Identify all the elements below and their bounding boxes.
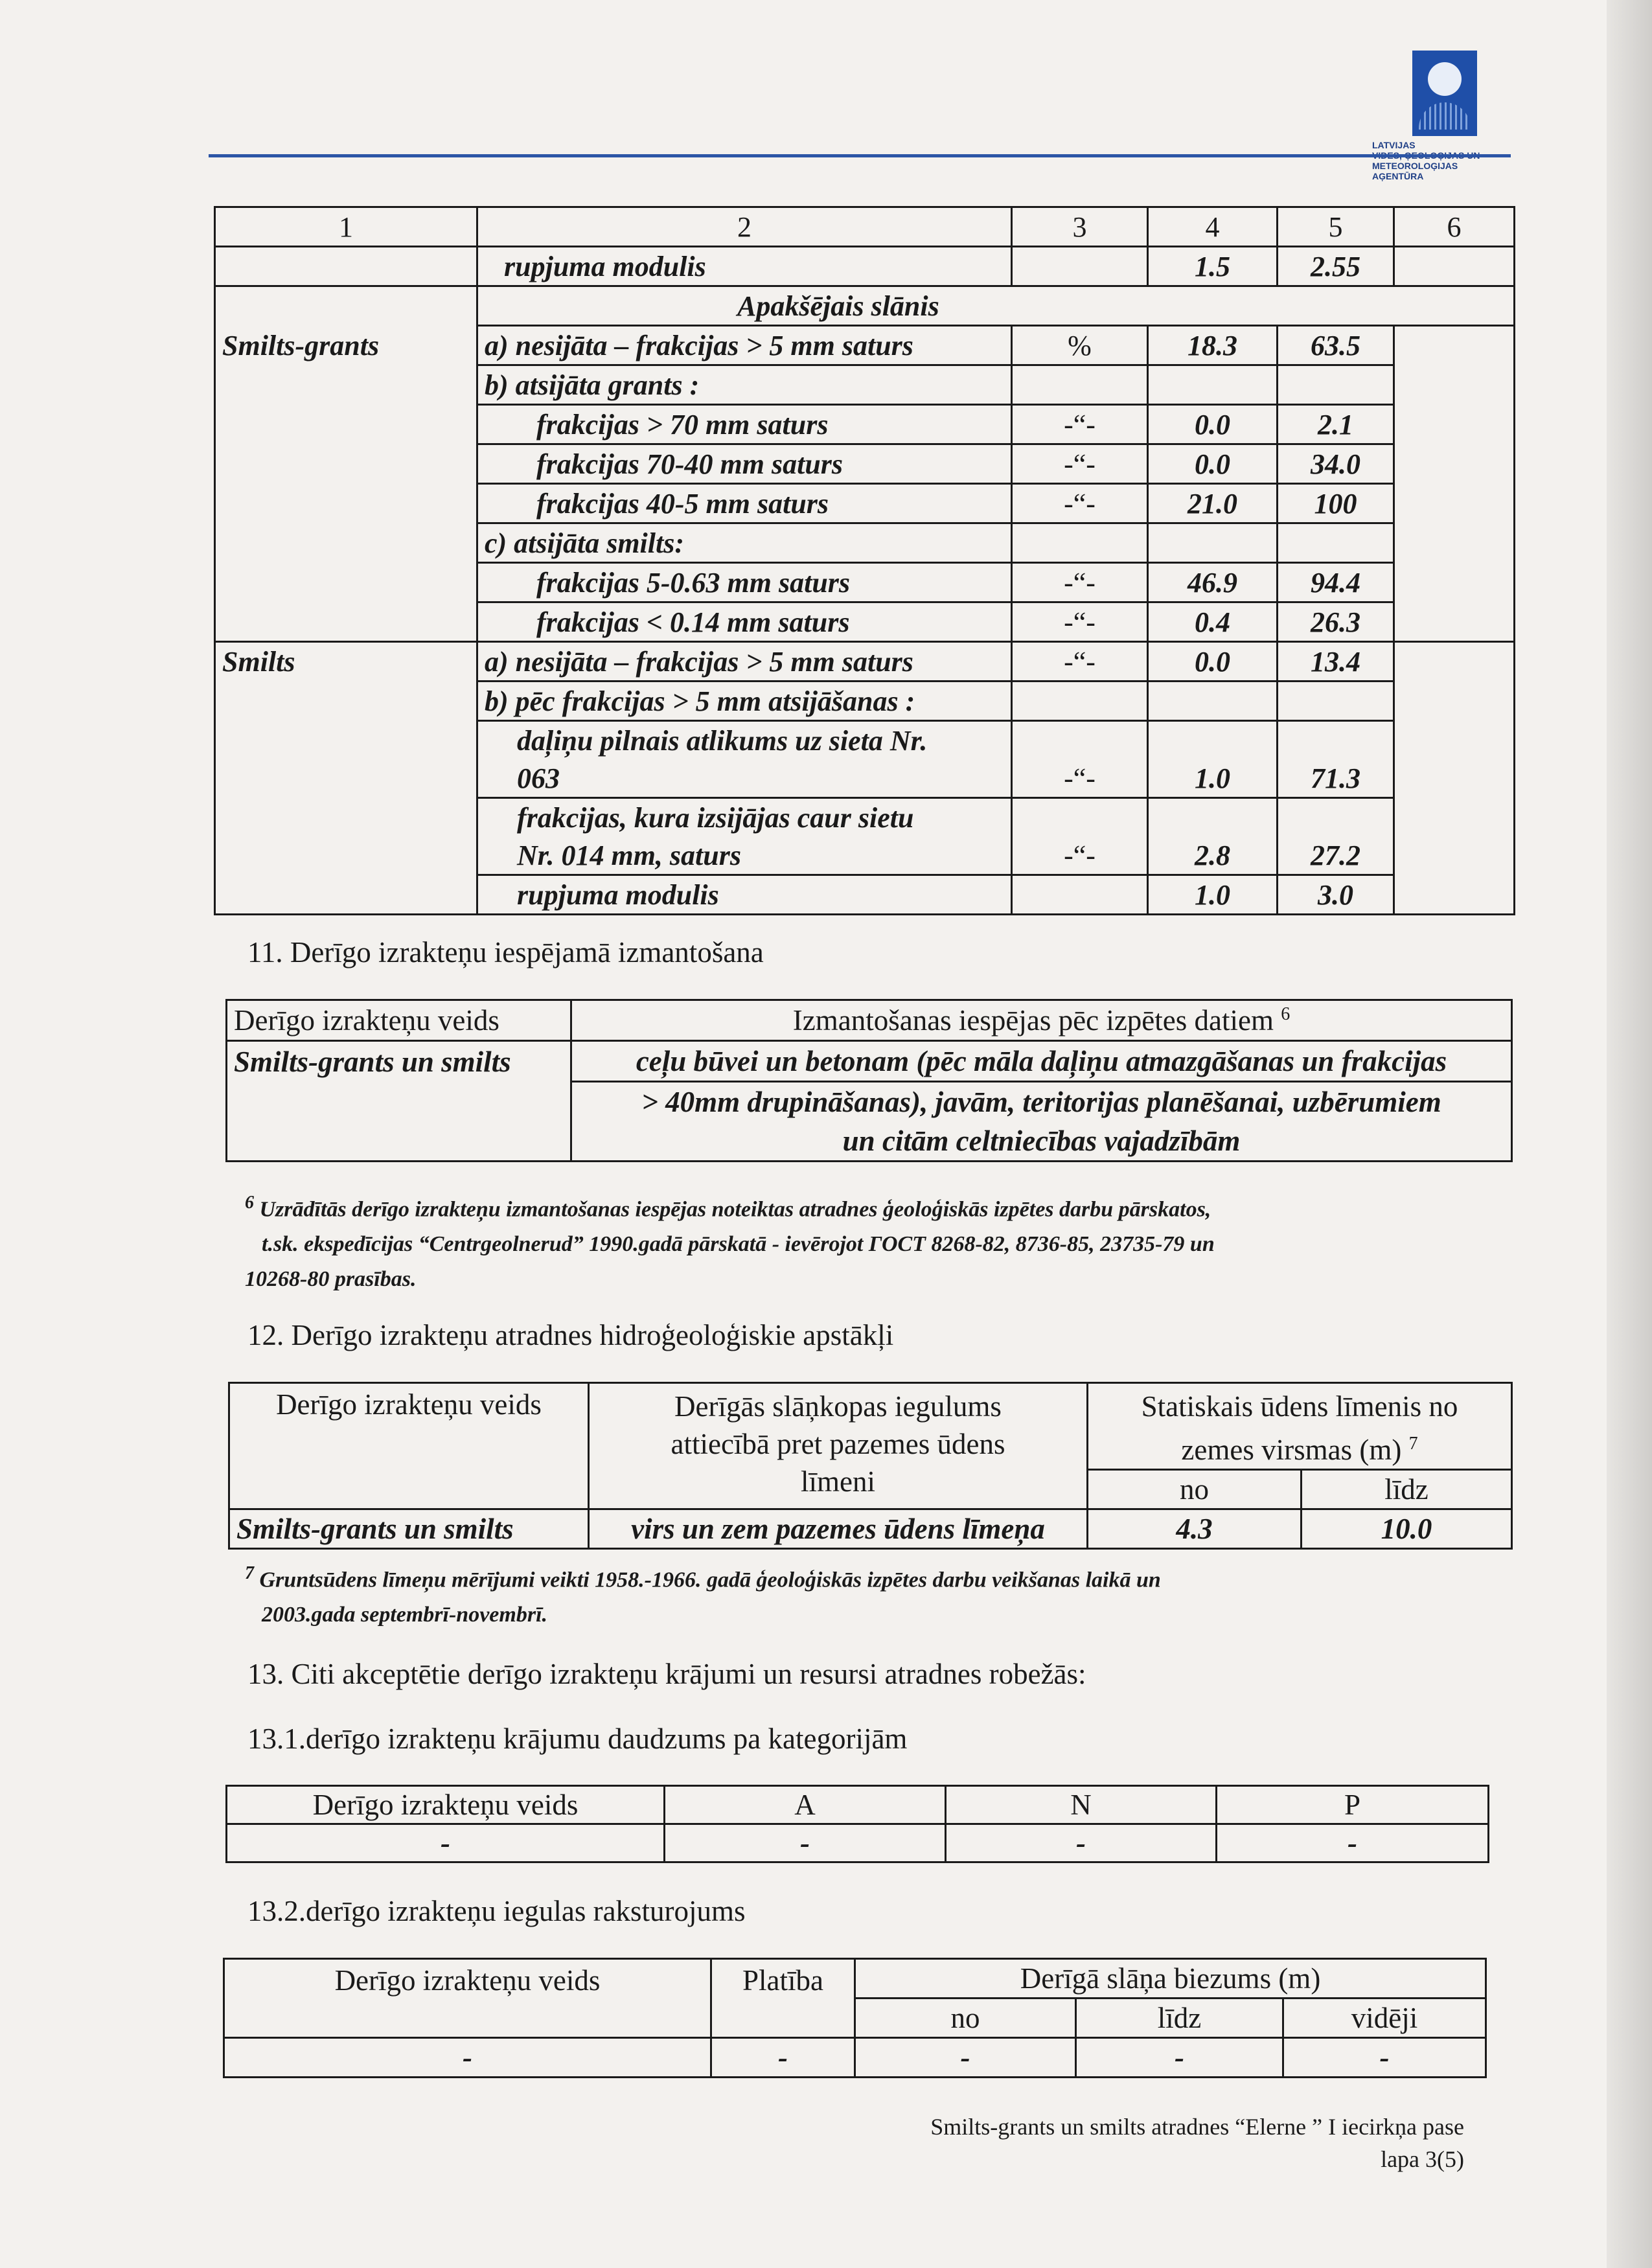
section-13-1-heading: 13.1.derīgo izrakteņu krājumu daudzums pa kategorijām (247, 1723, 908, 1755)
section-11-heading: 11. Derīgo izrakteņu iespējamā izmantošana (247, 936, 764, 968)
table-row: Smilts a) nesijāta – frakcijas > 5 mm saturs -“- 0.0 13.4 (215, 642, 1515, 682)
footnote-7: $^7$ Gruntsūdens līmeņu mērījumi veikti 1958.-1966. gadā ģeoloģiskās izpētes darbu veikšanas laikā un 2003.gada septembrī-novembrī. (245, 1563, 1161, 1627)
usage-table (225, 999, 1513, 1162)
table-row: Nr. 014 mm, saturs -“- 2.8 27.2 (215, 836, 1515, 875)
table-header-row: Derīgo izrakteņu veids Derīgās slāņkopas iegulums attiecībā pret pazemes ūdens līmeni Statiskais ūdens līmenis no zemes virsmas (m) $^7$ (229, 1383, 1512, 1470)
table-row: frakcijas 70-40 mm saturs -“- 0.0 34.0 (215, 444, 1515, 484)
logo-emblem-icon (1412, 51, 1477, 136)
table-row: un citām celtniecības vajadzībām (227, 1121, 1512, 1162)
table-row: Smilts-grants a) nesijāta – frakcijas > 5 mm saturs % 18.3 63.5 (215, 326, 1515, 365)
table-row: Smilts-grants un smilts ceļu būvei un betonam (pēc māla daļiņu atmazgāšanas un frakcijas (227, 1041, 1512, 1082)
table-row: > 40mm drupināšanas), javām, teritorijas planēšanai, uzbērumiem (227, 1082, 1512, 1122)
page-edge (1607, 0, 1652, 2268)
table-row: frakcijas < 0.14 mm saturs -“- 0.4 26.3 (215, 602, 1515, 642)
table-row: frakcijas, kura izsijājas caur sietu (215, 798, 1515, 837)
section-12-heading: 12. Derīgo izrakteņu atradnes hidroģeoloģiskie apstākļi (247, 1319, 894, 1351)
table-row: daļiņu pilnais atlikums uz sieta Nr. (215, 721, 1515, 760)
table-row: rupjuma modulis 1.5 2.55 (215, 247, 1515, 286)
section-13-2-heading: 13.2.derīgo izrakteņu iegulas raksturojums (247, 1895, 746, 1927)
table-row: Smilts-grants un smilts virs un zem pazemes ūdens līmeņa 4.3 10.0 (229, 1509, 1512, 1549)
table-subheader-row: no līdz vidēji (224, 1999, 1486, 2038)
table-header-row: 1 2 3 4 5 6 (215, 207, 1515, 247)
logo-text: LATVIJAS METEOROLOĢIJAS AĢENTŪRA (1372, 140, 1458, 181)
agency-logo (1372, 51, 1495, 181)
table-row: frakcijas 5-0.63 mm saturs -“- 46.9 94.4 (215, 563, 1515, 602)
deposit-characteristics-table (223, 1958, 1487, 2078)
table-row: frakcijas 40-5 mm saturs -“- 21.0 100 (215, 484, 1515, 523)
table-header-row: Derīgo izrakteņu veids Platība Derīgā slāņa biezums (m) (224, 1959, 1486, 1999)
table-row: b) pēc frakcijas > 5 mm atsijāšanas : (215, 682, 1515, 721)
table-row: b) atsijāta grants : (215, 365, 1515, 405)
table-row: 063 -“- 1.0 71.3 (215, 759, 1515, 798)
table-header-row: Derīgo izrakteņu veids Izmantošanas iespējas pēc izpētes datiem $^6$ (227, 1000, 1512, 1041)
reserves-table (225, 1785, 1489, 1863)
section-13-heading: 13. Citi akceptētie derīgo izrakteņu krājumi un resursi atradnes robežās: (247, 1658, 1086, 1690)
footnote-6: $^6$ Uzrādītās derīgo izrakteņu izmantošanas iespējas noteiktas atradnes ģeoloģiskās izpētes darbu pārskatos, t.sk. ekspedīcijas “Centrgeolnerud” 1990.gadā pārskatā - ievērojot ГОСТ 8268-82, 8736-85, 23735-79 un 10268-80 prasības. (245, 1193, 1215, 1292)
section-row: Apakšējais slānis (215, 286, 1515, 326)
table-subheader-row: no līdz (229, 1470, 1512, 1509)
header-rule (209, 154, 1511, 157)
page-footer: Smilts-grants un smilts atradnes “Elerne ” I iecirkņa pase lapa 3(5) (930, 2114, 1464, 2172)
table-row: c) atsijāta smilts: (215, 523, 1515, 563)
table-row: rupjuma modulis 1.0 3.0 (215, 875, 1515, 915)
table-header-row: Derīgo izrakteņu veids A N P (227, 1786, 1489, 1824)
hydrogeology-table (228, 1382, 1513, 1550)
grain-composition-table (214, 206, 1515, 915)
table-row: frakcijas > 70 mm saturs -“- 0.0 2.1 (215, 405, 1515, 444)
table-row: - - - - (227, 1824, 1489, 1862)
table-row: - - - - - (224, 2038, 1486, 2078)
